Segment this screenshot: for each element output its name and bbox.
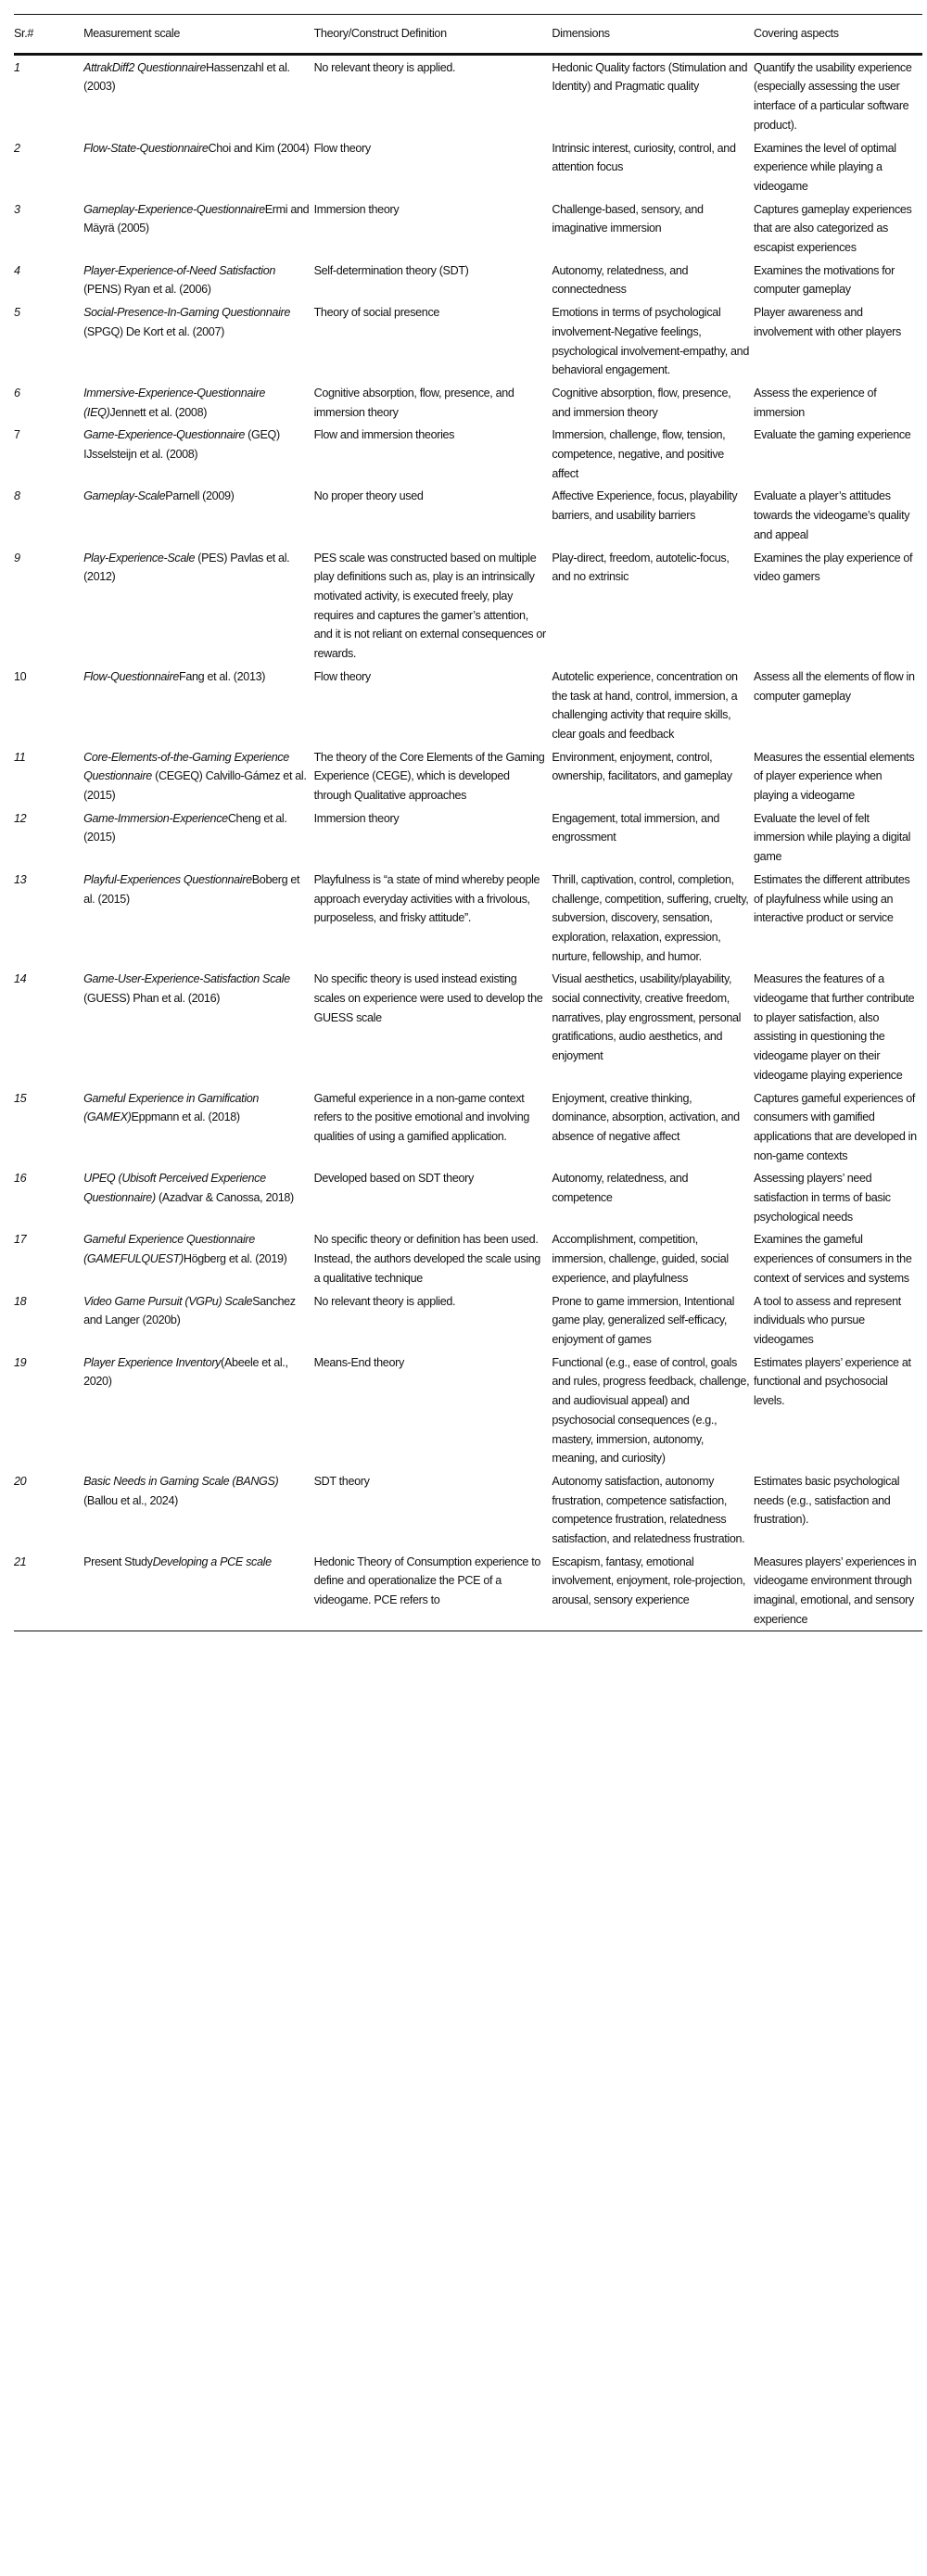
cell-dimensions: Challenge-based, sensory, and imaginative immersion (552, 202, 704, 235)
scale-name: Play-Experience-Scale (83, 551, 196, 565)
scale-name: Immersive-Experience-Questionnaire (IEQ) (83, 386, 266, 419)
cell-covering-aspects: Quantify the usability experience (especially assessing the user interface of a particular software product). (754, 60, 912, 132)
header-measurement-scale: Measurement scale (83, 27, 181, 40)
cell-theory: Self-determination theory (SDT) (313, 263, 469, 277)
table-row (14, 1166, 922, 1227)
scale-citation: Present Study (83, 1554, 153, 1568)
table-row (14, 665, 922, 745)
cell-theory: Hedonic Theory of Consumption experience to define and operationalize the PCE of a videogame. PCE refers to (313, 1554, 541, 1607)
scale-name: Game-Experience-Questionnaire (83, 428, 246, 442)
scale-citation: Ermi and Mäyrä (2005) (83, 202, 310, 235)
cell-dimensions: Autotelic experience, concentration on the task at hand, control, immersion, a challenging activity that require skills, clear goals and feedback (552, 669, 738, 741)
cell-sr: 1 (14, 60, 20, 74)
table-row (14, 197, 922, 259)
cell-dimensions: Visual aesthetics, usability/playability, social connectivity, creative freedom, narratives, play engrossment, personal gratifications, audio aesthetics, and enjoyment (552, 972, 742, 1063)
table-row (14, 967, 922, 1085)
cell-sr: 15 (14, 1091, 27, 1105)
cell-theory: Flow theory (313, 141, 371, 155)
table-row (14, 300, 922, 381)
cell-covering-aspects: Assess all the elements of flow in computer gameplay (754, 669, 915, 703)
cell-dimensions: Play-direct, freedom, autotelic-focus, and no extrinsic (552, 551, 730, 584)
measurement-scales-table (14, 14, 922, 1631)
cell-theory: PES scale was constructed based on multiple play definitions such as, play is an intrinsically motivated activity, is executed freely, play requires and captures the gamer’s attention, and it is not reliant on external consequences or rewards. (313, 551, 546, 661)
scale-citation: (Abeele et al., 2020) (83, 1355, 288, 1389)
cell-sr: 14 (14, 972, 27, 986)
cell-sr: 12 (14, 811, 27, 825)
cell-covering-aspects: Examines the motivations for computer gameplay (754, 263, 895, 297)
cell-dimensions: Autonomy satisfaction, autonomy frustration, competence satisfaction, competence frustration, relatedness satisfaction, and relatedness frustration. (552, 1474, 745, 1546)
cell-sr: 21 (14, 1554, 27, 1568)
table-body (14, 54, 922, 1631)
table-row (14, 381, 922, 423)
scale-citation: (Ballou et al., 2024) (83, 1493, 178, 1507)
cell-measurement-scale (83, 484, 314, 545)
cell-sr: 17 (14, 1233, 27, 1247)
cell-covering-aspects: A tool to assess and represent individuals who pursue videogames (754, 1294, 901, 1346)
cell-dimensions: Thrill, captivation, control, completion, challenge, competition, suffering, cruelty, subversion, discovery, sensation, exploration, relaxation, expression, nurture, fellowship, and humor. (552, 872, 749, 963)
cell-theory: Flow and immersion theories (313, 428, 455, 442)
table-row (14, 259, 922, 300)
cell-sr: 4 (14, 263, 20, 277)
scale-citation: Eppmann et al. (2018) (131, 1110, 240, 1124)
cell-measurement-scale (83, 300, 314, 381)
scale-citation: (GEQ) IJsselsteijn et al. (2008) (83, 428, 280, 462)
cell-measurement-scale (83, 967, 314, 1085)
table-row (14, 1351, 922, 1469)
cell-measurement-scale (83, 745, 314, 806)
cell-theory: SDT theory (313, 1474, 370, 1488)
cell-covering-aspects: Examines the play experience of video gamers (754, 551, 913, 584)
cell-covering-aspects: Captures gameplay experiences that are also categorized as escapist experiences (754, 202, 912, 255)
table-row (14, 1086, 922, 1167)
scale-name: Core-Elements-of-the-Gaming Experience Questionnaire (83, 750, 289, 783)
cell-sr: 19 (14, 1355, 27, 1369)
cell-covering-aspects: Evaluate a player’s attitudes towards the videogame’s quality and appeal (754, 489, 910, 541)
cell-measurement-scale (83, 1289, 314, 1351)
cell-measurement-scale (83, 546, 314, 665)
cell-covering-aspects: Estimates the different attributes of playfulness while using an interactive product or service (754, 872, 910, 925)
scale-citation: Jennett et al. (2008) (109, 405, 208, 419)
scale-citation: Choi and Kim (2004) (208, 141, 310, 155)
scale-citation: (PES) Pavlas et al. (2012) (83, 551, 290, 584)
scale-citation: Högberg et al. (2019) (183, 1252, 287, 1266)
table-row (14, 1227, 922, 1288)
cell-theory: Gameful experience in a non-game context refers to the positive emotional and involving qualities of using a gamified application. (313, 1091, 530, 1143)
cell-covering-aspects: Captures gameful experiences of consumers with gamified applications that are developed in non-game contexts (754, 1091, 917, 1162)
table-row (14, 745, 922, 806)
cell-dimensions: Enjoyment, creative thinking, dominance, absorption, activation, and absence of negative affect (552, 1091, 740, 1143)
cell-dimensions: Cognitive absorption, flow, presence, and immersion theory (552, 386, 731, 419)
cell-measurement-scale (83, 1227, 314, 1288)
cell-theory: No proper theory used (313, 489, 424, 503)
table-header-row (14, 15, 922, 55)
cell-measurement-scale (83, 381, 314, 423)
cell-measurement-scale (83, 1166, 314, 1227)
scale-name: Social-Presence-In-Gaming Questionnaire (83, 306, 291, 320)
cell-theory: Developed based on SDT theory (313, 1172, 474, 1186)
cell-measurement-scale (83, 1469, 314, 1550)
table-row (14, 868, 922, 968)
cell-measurement-scale (83, 665, 314, 745)
scale-name: UPEQ (Ubisoft Perceived Experience Questionnaire) (83, 1172, 266, 1205)
cell-measurement-scale (83, 423, 314, 484)
table-row (14, 546, 922, 665)
cell-theory: No specific theory or definition has been used. Instead, the authors developed the scale using a qualitative technique (313, 1233, 540, 1285)
scale-citation: (PENS) Ryan et al. (2006) (83, 283, 211, 297)
scale-name: AttrakDiff2 Questionnaire (83, 60, 207, 74)
scale-citation: Sanchez and Langer (2020b) (83, 1294, 296, 1327)
cell-theory: Immersion theory (313, 811, 400, 825)
cell-measurement-scale (83, 1351, 314, 1469)
cell-sr: 16 (14, 1172, 27, 1186)
cell-dimensions: Accomplishment, competition, immersion, challenge, guided, social experience, and playfulness (552, 1233, 729, 1285)
cell-measurement-scale (83, 868, 314, 968)
header-sr: Sr.# (14, 27, 34, 40)
cell-sr: 3 (14, 202, 20, 216)
scale-citation: Boberg et al. (2015) (83, 872, 300, 906)
cell-measurement-scale (83, 259, 314, 300)
cell-covering-aspects: Assess the experience of immersion (754, 386, 877, 419)
scale-name: Player-Experience-of-Need Satisfaction (83, 263, 276, 277)
cell-dimensions: Hedonic Quality factors (Stimulation and Identity) and Pragmatic quality (552, 60, 748, 94)
scale-name: Developing a PCE scale (152, 1554, 272, 1568)
scale-name: Playful-Experiences Questionnaire (83, 872, 252, 886)
table-row (14, 54, 922, 135)
cell-sr: 13 (14, 872, 27, 886)
cell-sr: 20 (14, 1474, 27, 1488)
table-row (14, 1289, 922, 1351)
cell-theory: No specific theory is used instead existing scales on experience were used to develop the GUESS scale (313, 972, 543, 1024)
cell-measurement-scale (83, 806, 314, 868)
cell-measurement-scale (83, 1086, 314, 1167)
cell-dimensions: Immersion, challenge, flow, tension, competence, negative, and positive affect (552, 428, 726, 480)
scale-citation: (GUESS) Phan et al. (2016) (83, 992, 221, 1006)
cell-covering-aspects: Examines the gameful experiences of consumers in the context of services and systems (754, 1233, 912, 1285)
scale-citation: (CEGEQ) Calvillo-Gámez et al. (2015) (83, 769, 307, 803)
cell-dimensions: Escapism, fantasy, emotional involvement, enjoyment, role-projection, arousal, sensory experience (552, 1554, 746, 1607)
header-theory: Theory/Construct Definition (313, 27, 447, 40)
cell-covering-aspects: Evaluate the gaming experience (754, 428, 911, 442)
cell-theory: Immersion theory (313, 202, 400, 216)
cell-covering-aspects: Evaluate the level of felt immersion while playing a digital game (754, 811, 911, 864)
cell-sr: 9 (14, 551, 20, 565)
cell-dimensions: Engagement, total immersion, and engrossment (552, 811, 720, 844)
cell-covering-aspects: Measures the features of a videogame that further contribute to player satisfaction, also assisting in questioning the videogame player on their videogame playing experience (754, 972, 915, 1082)
cell-measurement-scale (83, 136, 314, 197)
scale-name: Video Game Pursuit (VGPu) Scale (83, 1294, 253, 1308)
cell-dimensions: Prone to game immersion, Intentional game play, generalized self-efficacy, enjoyment of games (552, 1294, 735, 1346)
cell-covering-aspects: Estimates basic psychological needs (e.g., satisfaction and frustration). (754, 1474, 900, 1527)
table-row (14, 423, 922, 484)
table-row (14, 1550, 922, 1631)
scale-citation: Fang et al. (2013) (178, 669, 266, 683)
table-row (14, 136, 922, 197)
scale-name: Gameful Experience in Gamification (GAMEX) (83, 1091, 260, 1124)
cell-measurement-scale (83, 197, 314, 259)
cell-covering-aspects: Measures players’ experiences in videogame environment through imaginal, emotional, and sensory experience (754, 1554, 917, 1626)
cell-measurement-scale (83, 54, 314, 135)
scale-citation: Hassenzahl et al. (2003) (83, 60, 290, 94)
cell-theory: Flow theory (313, 669, 371, 683)
scale-name: Game-Immersion-Experience (83, 811, 228, 825)
scale-name: Flow-State-Questionnaire (83, 141, 209, 155)
scale-name: Flow-Questionnaire (83, 669, 179, 683)
cell-dimensions: Functional (e.g., ease of control, goals and rules, progress feedback, challenge, and audiovisual appeal) and psychosocial consequences (e.g., mastery, immersion, autonomy, meaning, and curiosity) (552, 1355, 750, 1466)
cell-sr: 2 (14, 141, 20, 155)
cell-theory: Theory of social presence (313, 306, 440, 320)
cell-covering-aspects: Assessing players’ need satisfaction in terms of basic psychological needs (754, 1172, 891, 1224)
cell-sr: 6 (14, 386, 20, 400)
cell-sr: 7 (14, 428, 20, 442)
cell-covering-aspects: Estimates players’ experience at functional and psychosocial levels. (754, 1355, 911, 1408)
scale-name: Basic Needs in Gaming Scale (BANGS) (83, 1474, 279, 1488)
cell-measurement-scale (83, 1550, 314, 1631)
table-row (14, 806, 922, 868)
cell-sr: 10 (14, 669, 27, 683)
cell-theory: Cognitive absorption, flow, presence, and immersion theory (313, 386, 514, 419)
scale-citation: (SPGQ) De Kort et al. (2007) (83, 324, 224, 338)
scale-name: Gameplay-Experience-Questionnaire (83, 202, 265, 216)
cell-sr: 5 (14, 306, 20, 320)
scale-citation: Cheng et al. (2015) (83, 811, 287, 844)
cell-dimensions: Intrinsic interest, curiosity, control, and attention focus (552, 141, 736, 174)
header-covering-aspects: Covering aspects (754, 27, 839, 40)
cell-theory: Means-End theory (313, 1355, 404, 1369)
scale-name: Gameful Experience Questionnaire (GAMEFULQUEST) (83, 1233, 255, 1266)
cell-covering-aspects: Examines the level of optimal experience while playing a videogame (754, 141, 896, 193)
scale-name: Game-User-Experience-Satisfaction Scale (83, 972, 290, 986)
table-row (14, 484, 922, 545)
cell-dimensions: Autonomy, relatedness, and competence (552, 1172, 689, 1205)
cell-covering-aspects: Measures the essential elements of player experience when playing a videogame (754, 750, 915, 803)
cell-theory: Playfulness is “a state of mind whereby people approach everyday activities with a frivolous, purposeless, and frisky attitude”. (313, 872, 540, 925)
cell-theory: The theory of the Core Elements of the Gaming Experience (CEGE), which is developed through Qualitative approaches (313, 750, 545, 803)
cell-theory: No relevant theory is applied. (313, 60, 456, 74)
cell-sr: 8 (14, 489, 20, 503)
scale-name: Gameplay-Scale (83, 489, 166, 503)
scale-citation: (Azadvar & Canossa, 2018) (155, 1191, 294, 1205)
cell-covering-aspects: Player awareness and involvement with other players (754, 306, 901, 338)
scale-citation: Parnell (2009) (165, 489, 235, 503)
cell-sr: 18 (14, 1294, 27, 1308)
cell-sr: 11 (14, 750, 26, 764)
table-row (14, 1469, 922, 1550)
scale-name: Player Experience Inventory (83, 1355, 222, 1369)
header-dimensions: Dimensions (552, 27, 610, 40)
cell-dimensions: Autonomy, relatedness, and connectedness (552, 263, 689, 297)
cell-theory: No relevant theory is applied. (313, 1294, 456, 1308)
cell-dimensions: Emotions in terms of psychological involvement-Negative feelings, psychological involvement-empathy, and behavioral engagement. (552, 306, 749, 377)
cell-dimensions: Affective Experience, focus, playability barriers, and usability barriers (552, 489, 738, 523)
cell-dimensions: Environment, enjoyment, control, ownership, facilitators, and gameplay (552, 750, 732, 783)
